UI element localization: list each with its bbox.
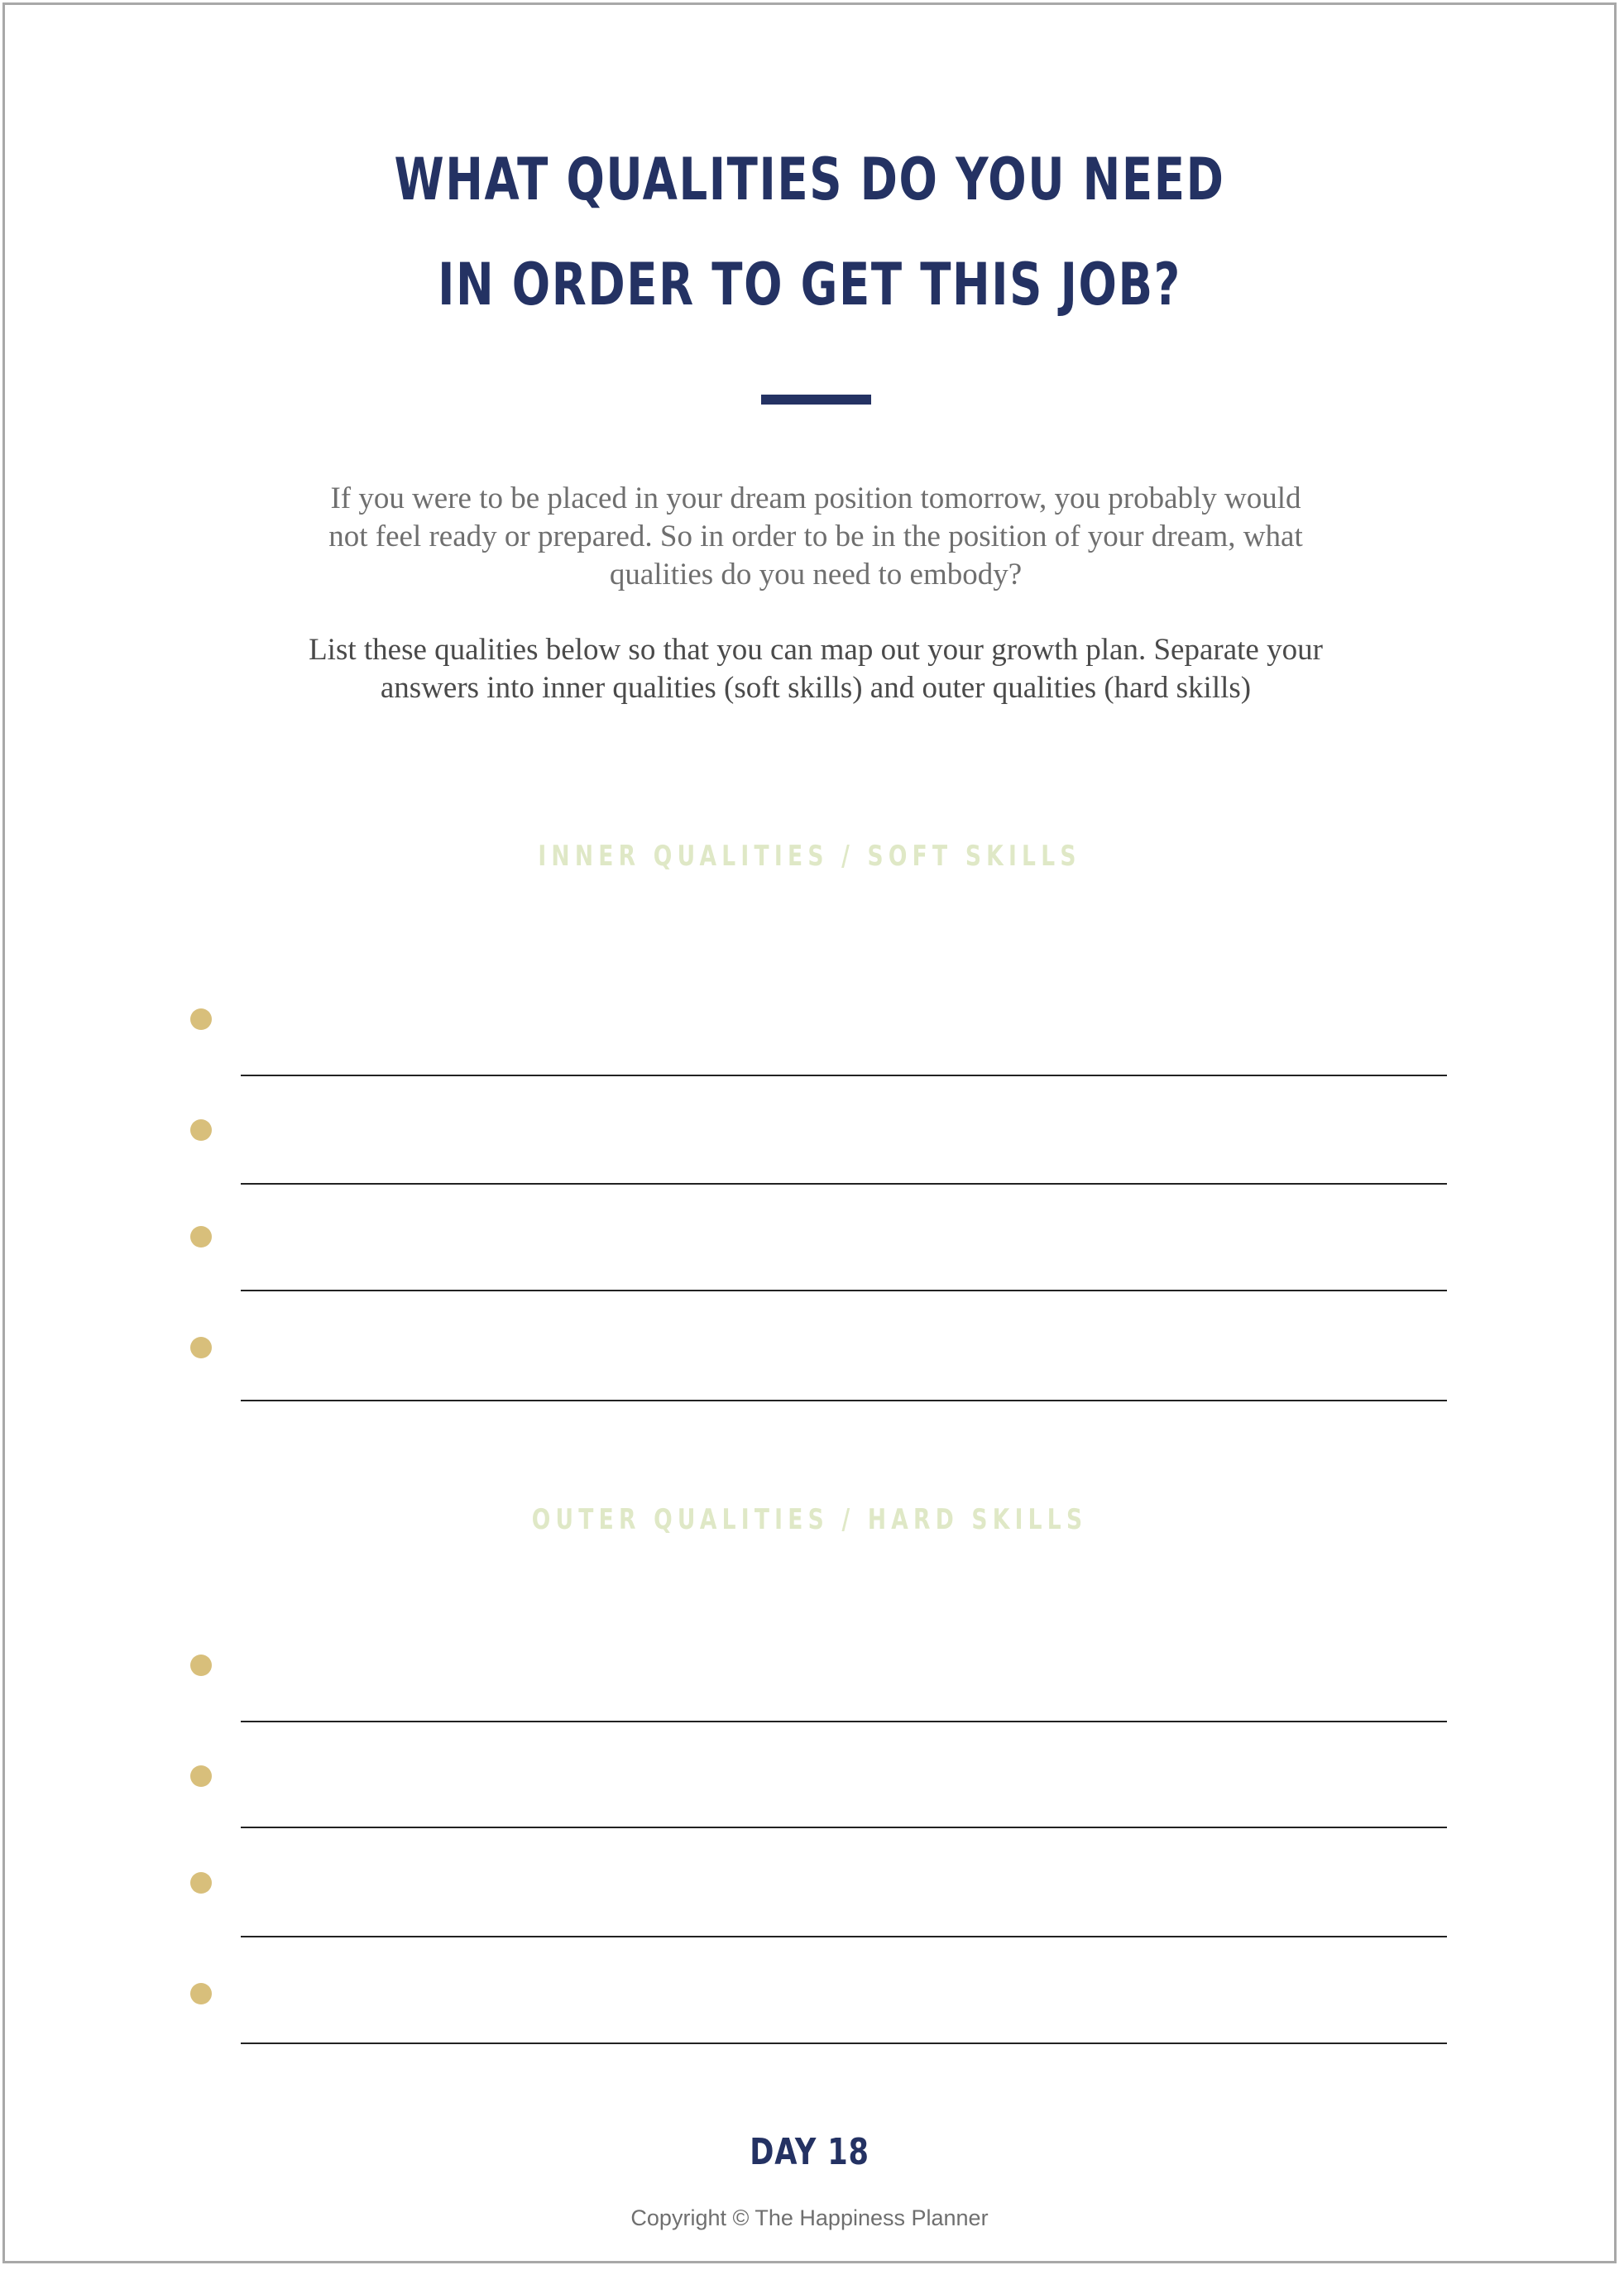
bullet-dot <box>190 1655 212 1676</box>
inner-qualities-heading: INNER QUALITIES / SOFT SKILLS <box>538 840 1081 873</box>
bullet-dot <box>190 1872 212 1894</box>
intro-paragraph-2 <box>278 631 1353 707</box>
outer-qualities-heading: OUTER QUALITIES / HARD SKILLS <box>531 1503 1088 1536</box>
day-label: DAY 18 <box>750 2131 869 2173</box>
intro-paragraph-1-text: If you were to be placed in your dream position tomorrow, you probably would not feel ready or prepared. So in order to be in the position of your dream, what qualities do you need to embody? <box>328 481 1303 591</box>
answer-line-inner-1[interactable] <box>241 1075 1447 1076</box>
answer-line-inner-3[interactable] <box>241 1290 1447 1291</box>
worksheet-page <box>2 2 1617 2263</box>
bullet-dot <box>190 1337 212 1358</box>
page-title-line-1: WHAT QUALITIES DO YOU NEED <box>394 146 1225 213</box>
bullet-dot <box>190 1008 212 1030</box>
title-underline-divider <box>761 395 871 405</box>
page-title-line-2: IN ORDER TO GET THIS JOB? <box>438 251 1181 318</box>
bullet-dot <box>190 1119 212 1141</box>
answer-line-outer-3[interactable] <box>241 1936 1447 1937</box>
bullet-dot <box>190 1226 212 1248</box>
copyright-notice: Copyright © The Happiness Planner <box>630 2205 989 2230</box>
bullet-dot <box>190 1983 212 2004</box>
answer-line-outer-1[interactable] <box>241 1721 1447 1722</box>
intro-paragraph-1 <box>319 480 1312 594</box>
answer-line-outer-2[interactable] <box>241 1827 1447 1828</box>
intro-paragraph-2-text: List these qualities below so that you can map out your growth plan. Separate your answers into inner qualities (soft skills) and outer qualities (hard skills) <box>309 633 1323 705</box>
answer-line-outer-4[interactable] <box>241 2043 1447 2044</box>
answer-line-inner-4[interactable] <box>241 1400 1447 1401</box>
answer-line-inner-2[interactable] <box>241 1183 1447 1185</box>
bullet-dot <box>190 1765 212 1787</box>
